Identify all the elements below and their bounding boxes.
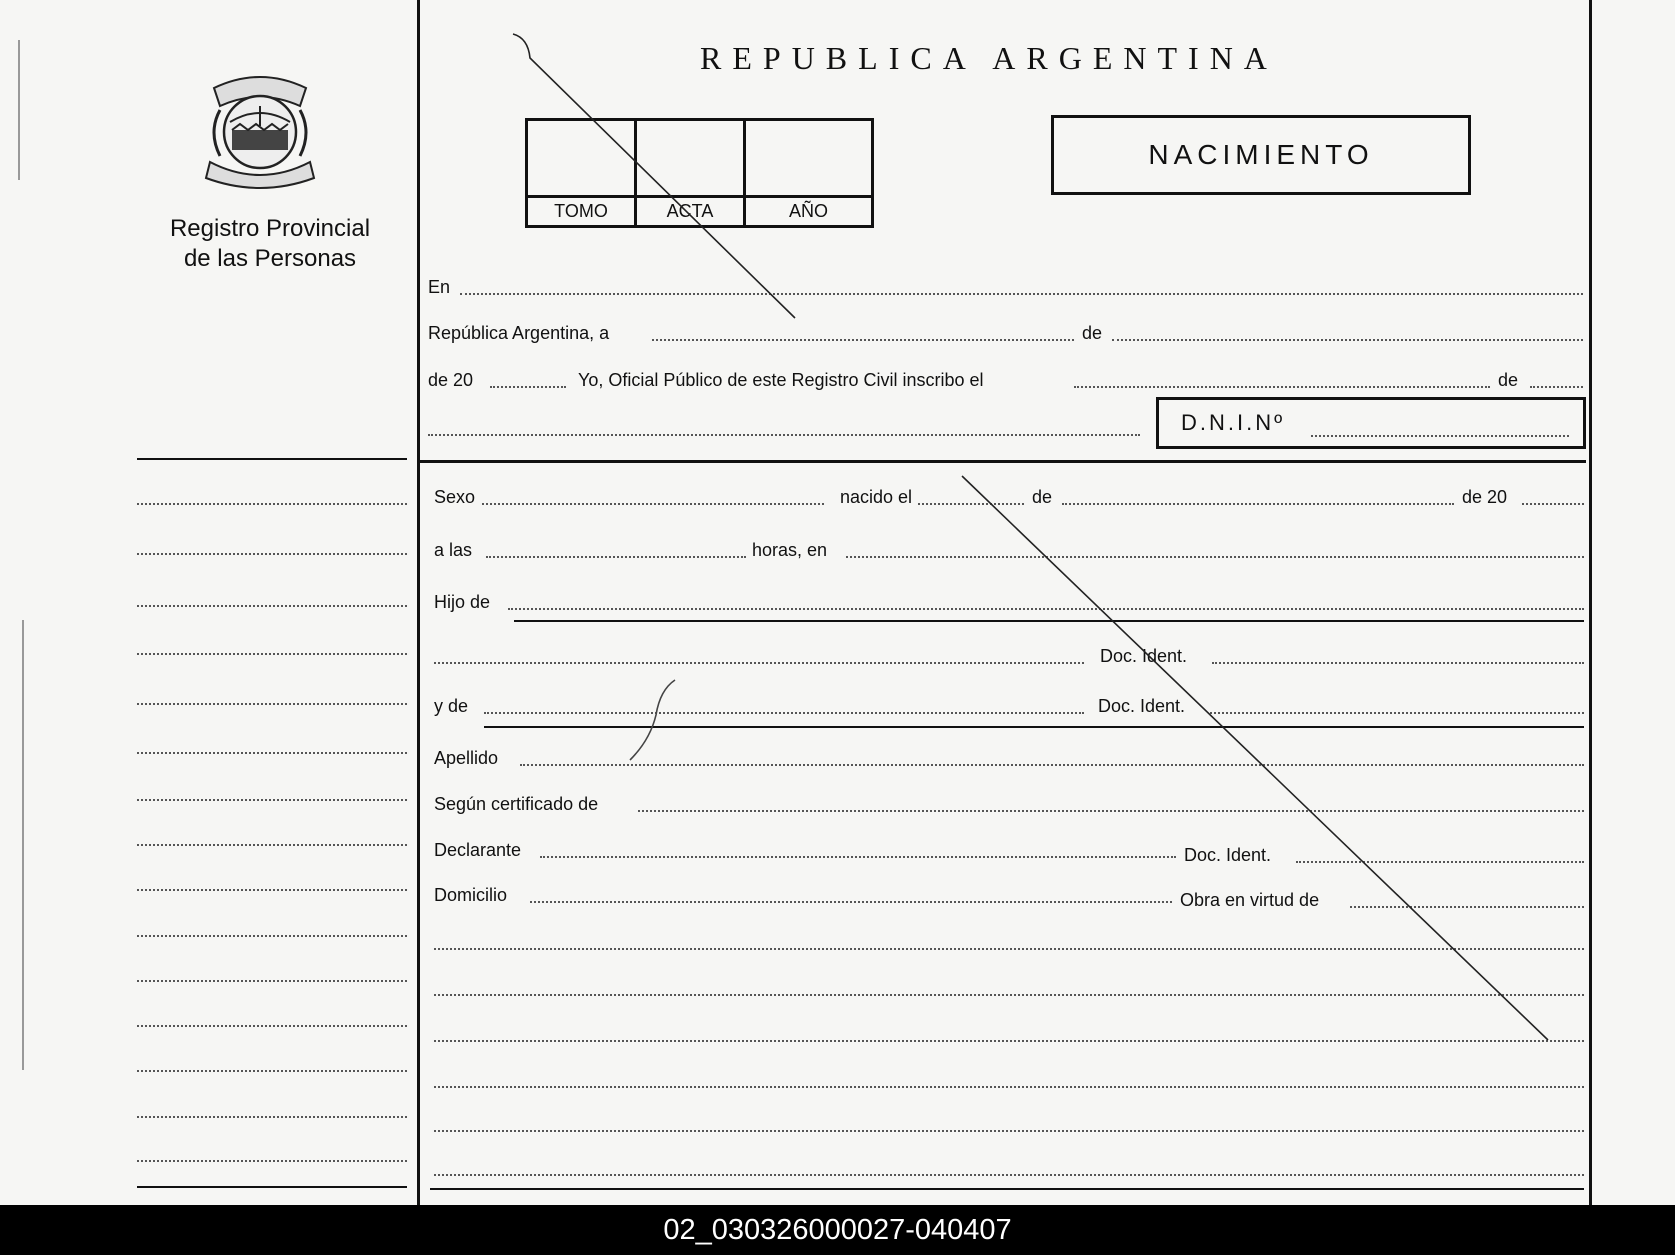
acta-label: ACTA [666, 201, 714, 221]
label-en: En [428, 277, 451, 297]
label-de-3: de [1032, 487, 1053, 507]
scan-id-footer: 02_030326000027-040407 [0, 1205, 1675, 1255]
country-title: REPUBLICA ARGENTINA [700, 40, 1278, 76]
label-de20: de 20 [428, 370, 474, 390]
label-horas-en: horas, en [752, 540, 828, 560]
label-nacido: nacido el [840, 487, 913, 507]
act-type-box: NACIMIENTO [1051, 115, 1471, 195]
label-sexo: Sexo [434, 487, 476, 507]
label-y-de: y de [434, 696, 469, 716]
label-a-las: a las [434, 540, 473, 560]
registry-name-line1: Registro Provincial [169, 215, 371, 242]
ano-label: AÑO [788, 201, 828, 221]
tomo-label: TOMO [554, 201, 608, 221]
label-apellido: Apellido [434, 748, 499, 768]
label-yo: Yo, Oficial Público de este Registro Civil inscribo el [578, 370, 984, 390]
label-de20-2: de 20 [1462, 487, 1508, 507]
label-hijo-de: Hijo de [434, 592, 491, 612]
label-doc-ident-2: Doc. Ident. [1098, 696, 1186, 716]
label-republica: República Argentina, a [428, 323, 610, 343]
label-segun: Según certificado de [434, 794, 599, 814]
label-obra: Obra en virtud de [1180, 890, 1320, 910]
label-doc-ident-3: Doc. Ident. [1184, 845, 1272, 865]
label-de-2: de [1498, 370, 1519, 390]
label-de-1: de [1082, 323, 1103, 343]
dni-label: D.N.I.Nº [1181, 410, 1286, 435]
label-domicilio: Domicilio [434, 885, 508, 905]
label-doc-ident-1: Doc. Ident. [1100, 646, 1188, 666]
label-declarante: Declarante [434, 840, 522, 860]
registry-name-line2: de las Personas [183, 245, 357, 272]
